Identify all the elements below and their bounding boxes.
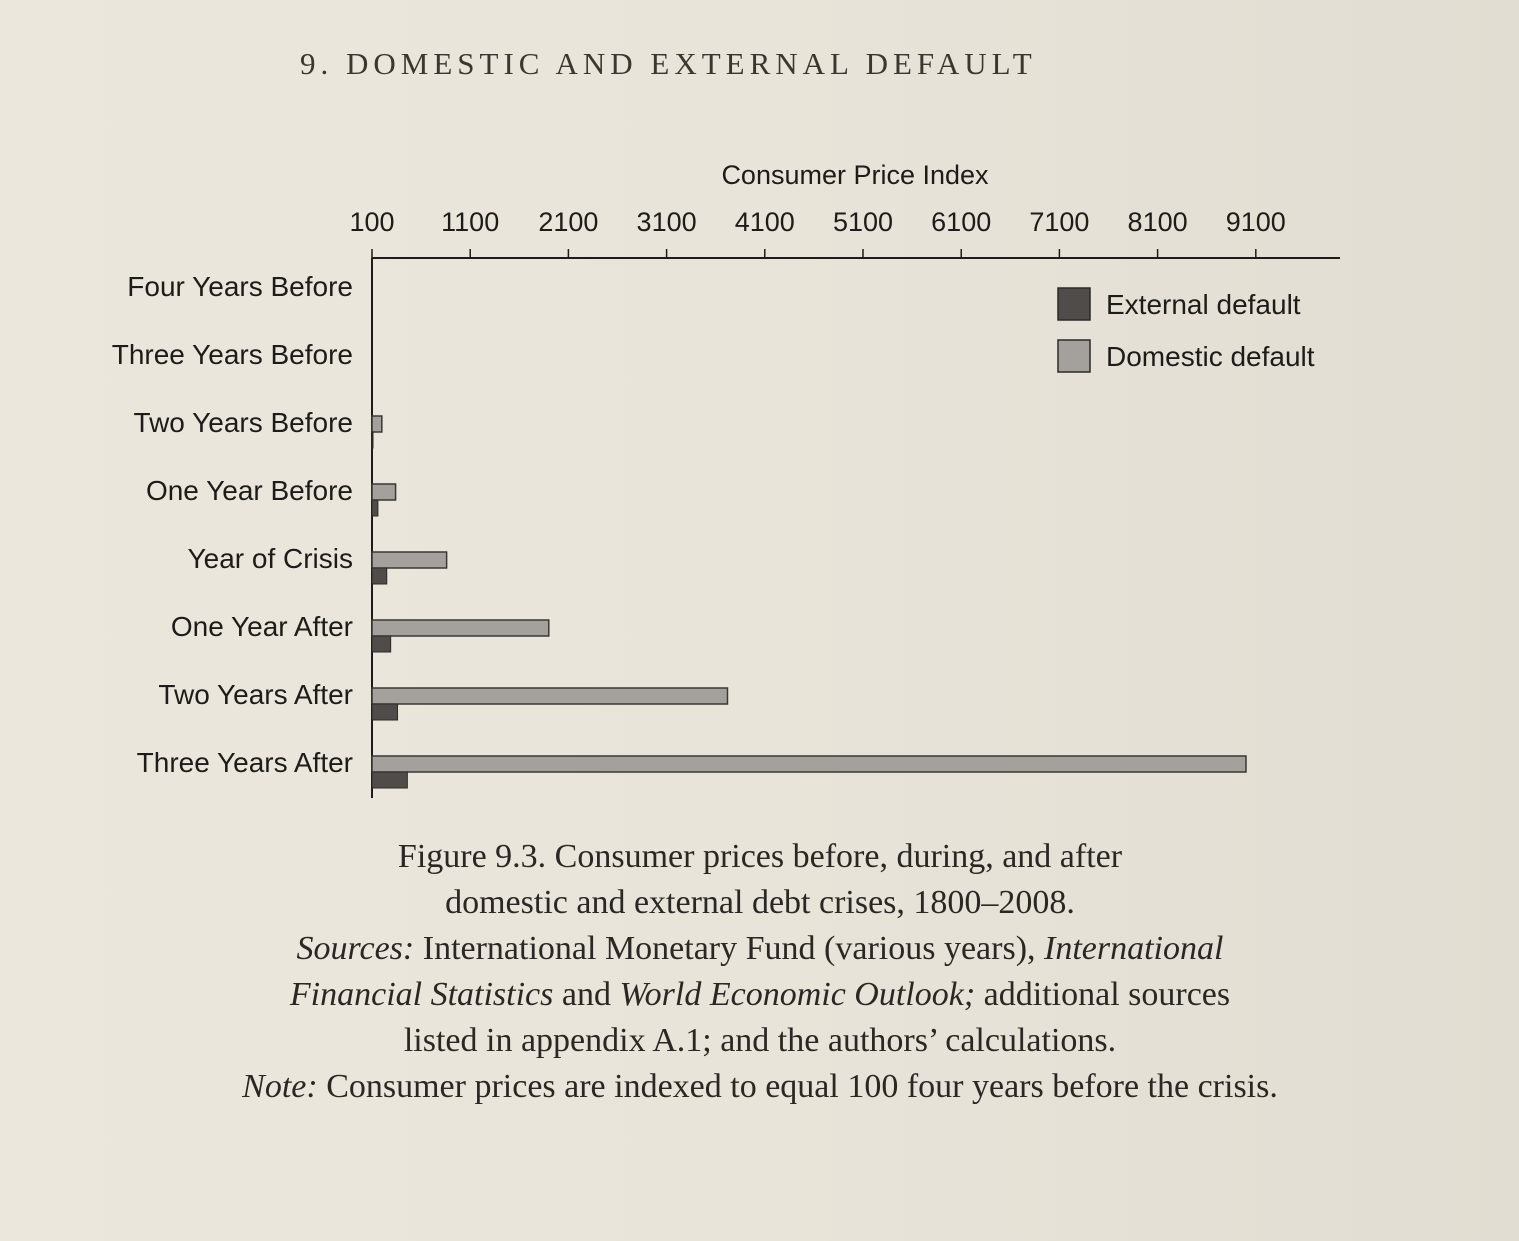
legend-swatch: [1058, 288, 1090, 320]
note-text: Consumer prices are indexed to equal 100 four years before the crisis.: [317, 1068, 1278, 1105]
legend-swatch: [1058, 340, 1090, 372]
sources-italic-2: Financial Statistics: [289, 976, 554, 1013]
bar-domestic-default: [372, 688, 727, 704]
legend-label: Domestic default: [1106, 341, 1315, 372]
x-tick-label: 2100: [538, 207, 599, 237]
caption-sources-line-2: [60, 972, 1460, 1018]
y-axis-categories: [112, 271, 353, 778]
x-axis-title: Consumer Price Index: [721, 160, 989, 190]
note-label: Note:: [242, 1068, 318, 1105]
x-tick-label: 100: [349, 207, 395, 237]
category-label: One Year Before: [145, 475, 353, 506]
bar-external-default: [372, 772, 407, 788]
caption-line-5: listed in appendix A.1; and the authors’ calculations.: [403, 1022, 1117, 1059]
figure-caption: [60, 834, 1460, 1110]
category-label: One Year After: [170, 611, 353, 642]
bar-external-default: [372, 704, 398, 720]
category-label: Three Years Before: [111, 339, 353, 370]
bar-domestic-default: [372, 620, 549, 636]
caption-line-1: Figure 9.3. Consumer prices before, during, and after: [397, 838, 1123, 875]
sources-label: Sources:: [296, 930, 415, 967]
bar-chart: [0, 140, 1519, 820]
sources-text-3: additional sources: [975, 976, 1231, 1013]
category-label: Year of Crisis: [187, 543, 353, 574]
bar-domestic-default: [372, 756, 1246, 772]
x-tick-label: 7100: [1029, 207, 1090, 237]
x-tick-label: 9100: [1225, 207, 1286, 237]
category-label: Two Years Before: [133, 407, 353, 438]
x-tick-label: 6100: [931, 207, 992, 237]
category-label: Three Years After: [136, 747, 353, 778]
legend: [1058, 288, 1315, 372]
bar-external-default: [372, 568, 387, 584]
caption-line-2: domestic and external debt crises, 1800–2008.: [445, 884, 1075, 921]
x-axis-ticks: [349, 207, 1285, 258]
bar-domestic-default: [372, 484, 396, 500]
bar-external-default: [372, 432, 373, 448]
bar-domestic-default: [372, 552, 447, 568]
x-tick-label: 3100: [636, 207, 697, 237]
x-tick-label: 4100: [734, 207, 795, 237]
x-tick-label: 5100: [832, 207, 894, 237]
sources-text-1: International Monetary Fund (various years),: [414, 930, 1045, 967]
x-tick-label: 8100: [1127, 207, 1188, 237]
caption-note: [60, 1064, 1460, 1110]
caption-sources-line-1: [60, 926, 1460, 972]
sources-italic-1: International: [1044, 930, 1224, 967]
legend-label: External default: [1106, 289, 1301, 320]
sources-italic-3: World Economic Outlook;: [619, 976, 976, 1013]
category-label: Four Years Before: [127, 271, 353, 302]
bar-external-default: [372, 636, 391, 652]
bar-domestic-default: [372, 416, 382, 432]
category-label: Two Years After: [158, 679, 353, 710]
bar-external-default: [372, 500, 378, 516]
sources-text-2: and: [553, 976, 620, 1013]
running-head: 9. DOMESTIC AND EXTERNAL DEFAULT: [300, 46, 1037, 81]
x-tick-label: 1100: [441, 207, 500, 237]
bars: [372, 416, 1246, 788]
